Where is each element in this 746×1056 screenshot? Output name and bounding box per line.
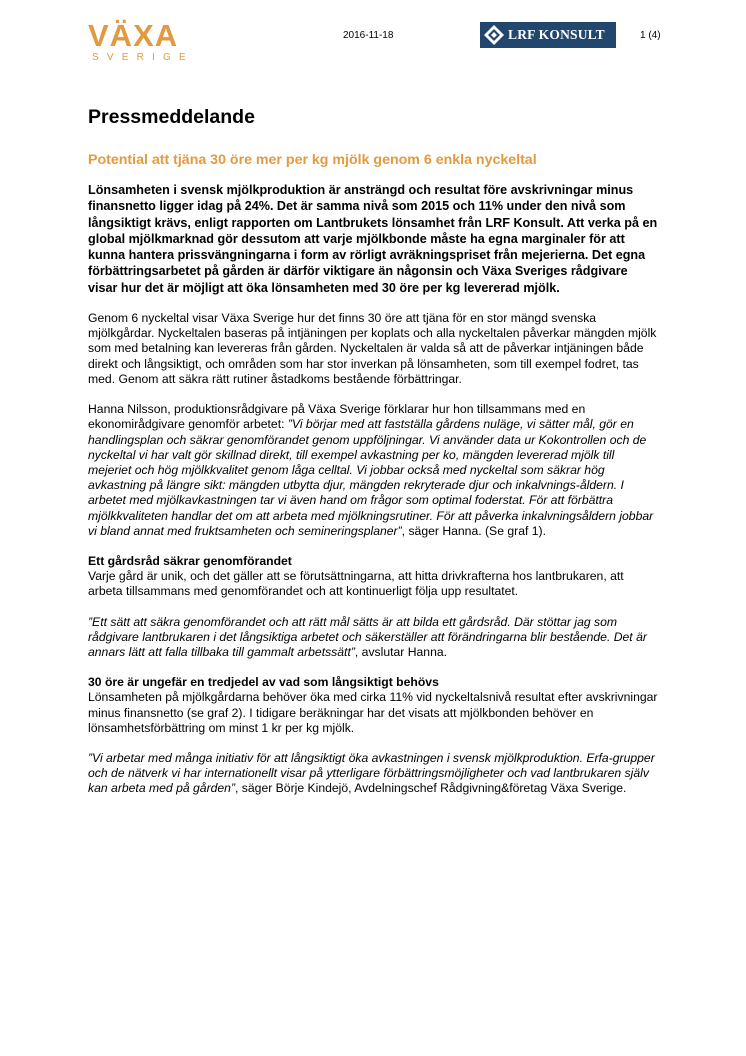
vaxa-logo-wordmark: VÄXA [88, 18, 179, 53]
quote-attribution: , avslutar Hanna. [354, 644, 448, 659]
lead-paragraph: Lönsamheten i svensk mjölkproduktion är ansträngd och resultat före avskrivningar minus finansnetto ligger idag på 24%. Det är samma nivå som 2015 och 11% under den nivå som långsiktigt krävs, enligt rapporten om Lantbrukets lönsamhet från LRF Konsult. Att verka på en global mjölkmarknad gör dessutom att varje mjölkbonde måste ha egna marginaler för att kunna hantera prissvängningarna i form av rörligt avräkningspriset från mejerierna. Det egna förbättringsarbetet på gården är därför viktigare än någonsin och Växa Sveriges rådgivare visar hur det är möjligt att öka lönsamheten med 30 öre per kg levererad mjölk. [88, 183, 658, 295]
section-body-30-ore: Lönsamheten på mjölkgårdarna behöver öka med cirka 11% vid nyckeltalsnivå resultat efter avskrivningar minus finansnetto (se graf 2). I tidigare beräkningar har det visats att mjölkbonden behöver en lönsamhetsförbättring om minst 1 kr per kg mjölk. [88, 690, 658, 735]
vaxa-logo-subtext: SVERIGE [92, 52, 194, 63]
quote-borje: ”Vi arbetar med många initiativ för att långsiktigt öka avkastningen i svensk mjölkproduktion. Erfa-grupper och de nätverk vi har internationellt visar på ytterligare förbättringsmöjligheter och vad lantbrukaren själv kan arbeta med på gården” [88, 750, 655, 796]
page-title: Pressmeddelande [88, 106, 255, 128]
quote-hanna-1: ”Vi börjar med att fastställa gårdens nuläge, vi sätter mål, gör en handlingsplan och säkrar genomförandet genom uppföljningar. Vi använder data ur Kokontrollen och de nyckeltal vi har valt gör skillnad direkt, till exempel avkastning per ko, mängden levererad mjölk till mejeriet och hög mjölkkvalitet genom låga celltal. Vi jobbar också med nyckeltal som säkrar hög avkastning på längre sikt: mängden utbytta djur, mängden rekryterade djur och inkalvnings-åldern. I arbetet med mjölkavkastningen tar vi även hand om frågor som optimal foderstat. För att förbättra mjölkkvaliteten handlar det om att arbeta med mjölkningsrutiner. För att påverka inkalvningsåldern jobbar vi bland annat med fruktsamheten och semineringsplaner” [88, 417, 654, 538]
body-paragraph-2 [88, 402, 658, 539]
document-date: 2016-11-18 [343, 30, 394, 41]
headline: Potential att tjäna 30 öre mer per kg mjölk genom 6 enkla nyckeltal [88, 152, 537, 168]
vaxa-sverige-logo [88, 18, 210, 66]
lrf-konsult-logo [480, 22, 616, 48]
body-paragraph-3 [88, 615, 658, 661]
section-heading-30-ore: 30 öre är ungefär en tredjedel av vad som långsiktigt behövs [88, 675, 439, 690]
quote-attribution: , säger Hanna. (Se graf 1). [401, 523, 546, 538]
quote-attribution: , säger Börje Kindejö, Avdelningschef Rådgivning&företag Växa Sverige. [235, 781, 627, 796]
document-body [88, 105, 658, 797]
page-number: 1 (4) [640, 30, 661, 41]
section-body-gardsrad: Varje gård är unik, och det gäller att se förutsättningarna, att hitta drivkrafterna hos lantbrukaren, att arbeta tillsammans med genomförandet och att kontinuerligt följa upp resultatet. [88, 569, 624, 599]
quote-hanna-2: ”Ett sätt att säkra genomförandet och att rätt mål sätts är att bilda ett gårdsråd. Där stöttar jag som rådgivare lantbrukaren i det långsiktiga arbetet och säkerställer att förändringarna blir bestående. Det är annars lätt att falla tillbaka till gammalt arbetssätt” [88, 614, 647, 659]
body-paragraph-4 [88, 751, 658, 797]
body-paragraph-1: Genom 6 nyckeltal visar Växa Sverige hur det finns 30 öre att tjäna för en stor mängd svenska mjölkgårdar. Nyckeltalen baseras på intjäningen per koplats och alla nyckeltalen påverkar mängden mjölk som med betalning kan levereras från gården. Nyckeltalen är valda så att de påverkar intjäningen både direkt och långsiktigt, och områden som har stor inverkan på lönsamheten, som till exempel fodret, tas med. Genom att säkra rätt rutiner åstadkoms bestående förbättringar. [88, 311, 657, 386]
section-heading-gardsrad: Ett gårdsråd säkrar genomförandet [88, 553, 292, 568]
paragraph-intro: Hanna Nilsson, produktionsrådgivare på Växa Sverige förklarar hur hon tillsammans med en ekonomirådgivare genomför arbetet: [88, 402, 586, 432]
lrf-logo-text: LRF KONSULT [508, 27, 605, 42]
lrf-diamond-icon [483, 24, 505, 46]
